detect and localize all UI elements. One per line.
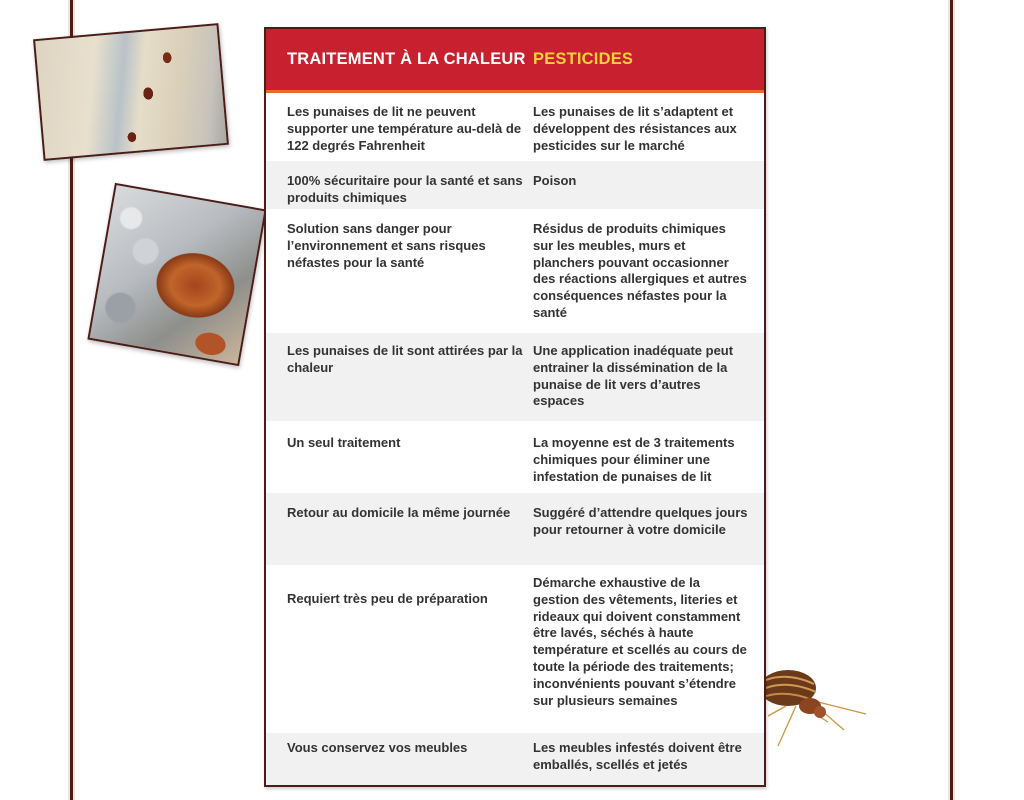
pesticide-cell: Démarche exhaustive de la gestion des vêtements, literies et rideaux qui doivent constamment être lavés, séchés à haute température et scellés au cours de toute la période des traitements; inconvénients pouvant s’étendre sur plusieurs semaines [533, 575, 747, 708]
heat-cell: Les punaises de lit sont attirées par la chaleur [287, 343, 523, 375]
heat-cell: Vous conservez vos meubles [287, 740, 468, 755]
pesticide-cell: Les meubles infestés doivent être emballés, scellés et jetés [533, 740, 742, 772]
table-row [266, 93, 764, 161]
heat-cell: 100% sécuritaire pour la santé et sans produits chimiques [287, 173, 523, 205]
pesticide-cell: Poison [533, 173, 577, 188]
table-row [266, 333, 764, 421]
table-row [266, 421, 764, 493]
heat-cell: Solution sans danger pour l’environnement et sans risques néfastes pour la santé [287, 221, 486, 270]
table-row [266, 493, 764, 565]
heat-cell: Retour au domicile la même journée [287, 505, 511, 520]
page-border-right [950, 0, 953, 800]
pesticide-cell: Une application inadéquate peut entrainer la dissémination de la punaise de lit vers d’autres espaces [533, 343, 734, 409]
table-header [266, 29, 764, 93]
bed-bug-image [766, 668, 876, 748]
heat-cell: Requiert très peu de préparation [287, 591, 488, 606]
pesticide-cell: Suggéré d’attendre quelques jours pour retourner à votre domicile [533, 505, 748, 537]
comparison-table [264, 27, 766, 787]
pesticide-cell: Les punaises de lit s’adaptent et développent des résistances aux pesticides sur le marché [533, 104, 737, 153]
table-row [266, 161, 764, 209]
pesticide-cell: La moyenne est de 3 traitements chimiques pour éliminer une infestation de punaises de lit [533, 435, 735, 484]
bed-bugs-mattress-photo [33, 23, 229, 161]
bed-bug-closeup-photo [87, 183, 266, 366]
header-pesticides: PESTICIDES [533, 50, 634, 68]
header-heat-treatment: TRAITEMENT À LA CHALEUR [287, 50, 526, 68]
table-row [266, 209, 764, 333]
table-row [266, 565, 764, 733]
heat-cell: Un seul traitement [287, 435, 401, 450]
table-row [266, 733, 764, 785]
pesticide-cell: Résidus de produits chimiques sur les meubles, murs et planchers pouvant occasionner des réactions allergiques et autres conséquences néfastes pour la santé [533, 221, 747, 320]
heat-cell: Les punaises de lit ne peuvent supporter une température au-delà de 122 degrés Fahrenheit [287, 104, 522, 153]
